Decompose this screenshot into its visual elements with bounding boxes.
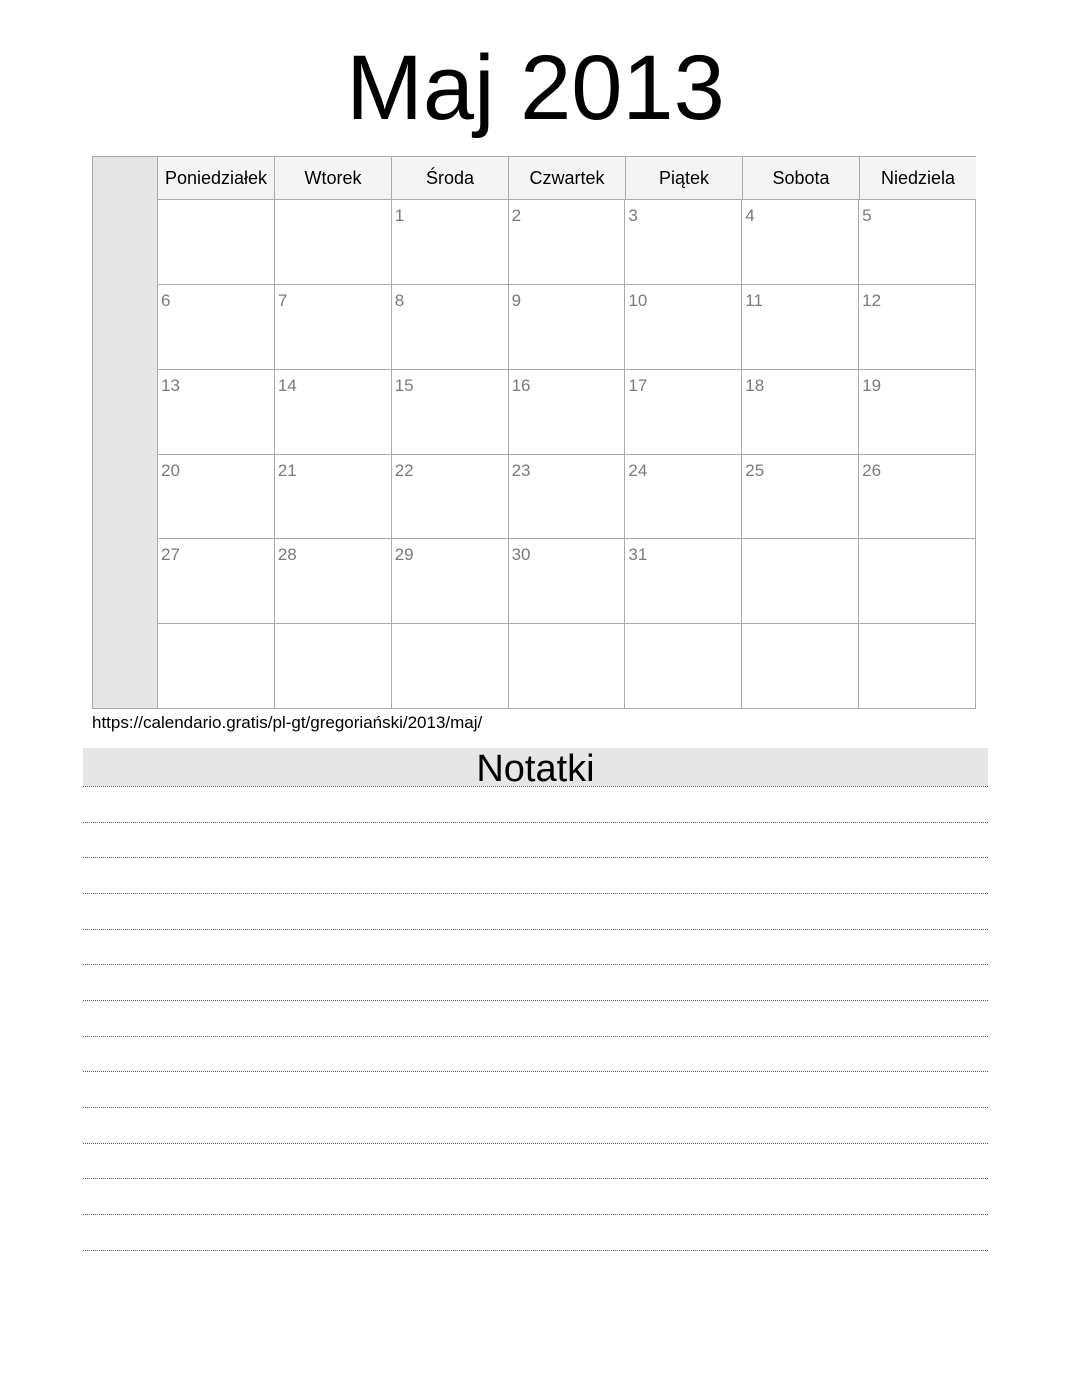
day-number: 22	[394, 460, 414, 480]
day-number: 19	[862, 375, 882, 395]
day-cell	[625, 539, 742, 624]
day-cell	[392, 285, 509, 370]
day-cell	[392, 370, 509, 455]
day-number: 9	[511, 290, 522, 310]
day-cell	[859, 539, 976, 624]
day-cell	[275, 200, 392, 285]
day-cell	[158, 455, 275, 540]
day-cell	[275, 285, 392, 370]
week-number-column	[93, 157, 158, 708]
day-number: 5	[862, 206, 872, 225]
day-number: 18	[745, 375, 765, 395]
weekday-header: Środa	[392, 157, 509, 199]
notes-title: Notatki	[83, 748, 988, 786]
calendar-grid	[92, 156, 976, 709]
day-cell	[275, 539, 392, 624]
day-number: 10	[628, 290, 648, 310]
day-number: 2	[511, 206, 522, 225]
day-number: 30	[511, 545, 531, 565]
note-line	[83, 964, 988, 965]
note-line	[83, 1250, 988, 1251]
note-line	[83, 1107, 988, 1108]
note-line	[83, 1143, 988, 1144]
day-cell	[859, 285, 976, 370]
day-cell	[392, 200, 509, 285]
day-cell	[509, 624, 626, 709]
day-cell	[275, 370, 392, 455]
day-number: 8	[394, 290, 405, 310]
day-number: 16	[511, 375, 531, 395]
weekday-header: Czwartek	[509, 157, 626, 199]
day-number: 31	[628, 545, 648, 565]
note-line	[83, 786, 988, 787]
day-cell	[742, 200, 859, 285]
day-cell	[509, 200, 626, 285]
day-cell	[392, 624, 509, 709]
page-title: Maj 2013	[346, 37, 725, 139]
day-cell	[859, 455, 976, 540]
day-number: 21	[277, 460, 297, 480]
day-number: 1	[394, 206, 405, 225]
day-cell	[509, 455, 626, 540]
day-number: 6	[161, 290, 171, 310]
day-number: 26	[862, 460, 882, 480]
note-line	[83, 929, 988, 930]
day-cell	[742, 285, 859, 370]
weekday-header: Sobota	[743, 157, 860, 199]
note-line	[83, 1036, 988, 1037]
day-number: 20	[161, 460, 180, 480]
day-number: 3	[628, 206, 638, 225]
day-cell	[509, 370, 626, 455]
day-cell	[859, 370, 976, 455]
source-url: https://calendario.gratis/pl-gt/gregoriański/2013/maj/	[92, 713, 483, 732]
day-cell	[509, 285, 626, 370]
day-cell	[158, 370, 275, 455]
day-number: 27	[161, 545, 180, 565]
day-cell	[158, 624, 275, 709]
day-cell	[742, 455, 859, 540]
weekday-header-row	[158, 157, 976, 200]
calendar-body	[158, 200, 976, 709]
note-line	[83, 1000, 988, 1001]
day-cell	[392, 455, 509, 540]
note-line	[83, 1178, 988, 1179]
weekday-header: Wtorek	[275, 157, 392, 199]
weekday-header: Niedziela	[880, 167, 956, 188]
day-cell	[742, 370, 859, 455]
day-cell	[625, 285, 742, 370]
day-cell	[275, 455, 392, 540]
note-line	[83, 893, 988, 894]
day-cell	[742, 624, 859, 709]
day-cell	[625, 455, 742, 540]
day-cell	[392, 539, 509, 624]
day-number: 28	[277, 545, 297, 565]
weekday-header: Poniedziałek	[158, 157, 275, 199]
day-cell	[158, 200, 275, 285]
day-cell	[859, 200, 976, 285]
day-cell	[625, 624, 742, 709]
day-number: 14	[277, 375, 297, 395]
note-line	[83, 1071, 988, 1072]
note-line	[83, 857, 988, 858]
note-line	[83, 1214, 988, 1215]
day-number: 4	[745, 206, 755, 225]
day-cell	[275, 624, 392, 709]
day-cell	[625, 370, 742, 455]
day-number: 17	[628, 375, 648, 395]
day-number: 29	[394, 545, 414, 565]
day-cell	[859, 624, 976, 709]
day-cell	[158, 539, 275, 624]
day-number: 23	[511, 460, 531, 480]
day-number: 24	[628, 460, 648, 480]
day-number: 13	[161, 375, 180, 395]
day-number: 25	[745, 460, 765, 480]
note-line	[83, 822, 988, 823]
day-cell	[742, 539, 859, 624]
day-number: 7	[277, 290, 288, 310]
day-cell	[625, 200, 742, 285]
day-number: 12	[862, 290, 882, 310]
day-number: 15	[394, 375, 414, 395]
day-cell	[158, 285, 275, 370]
day-cell	[509, 539, 626, 624]
weekday-header: Piątek	[626, 157, 743, 199]
day-number: 11	[745, 290, 763, 310]
